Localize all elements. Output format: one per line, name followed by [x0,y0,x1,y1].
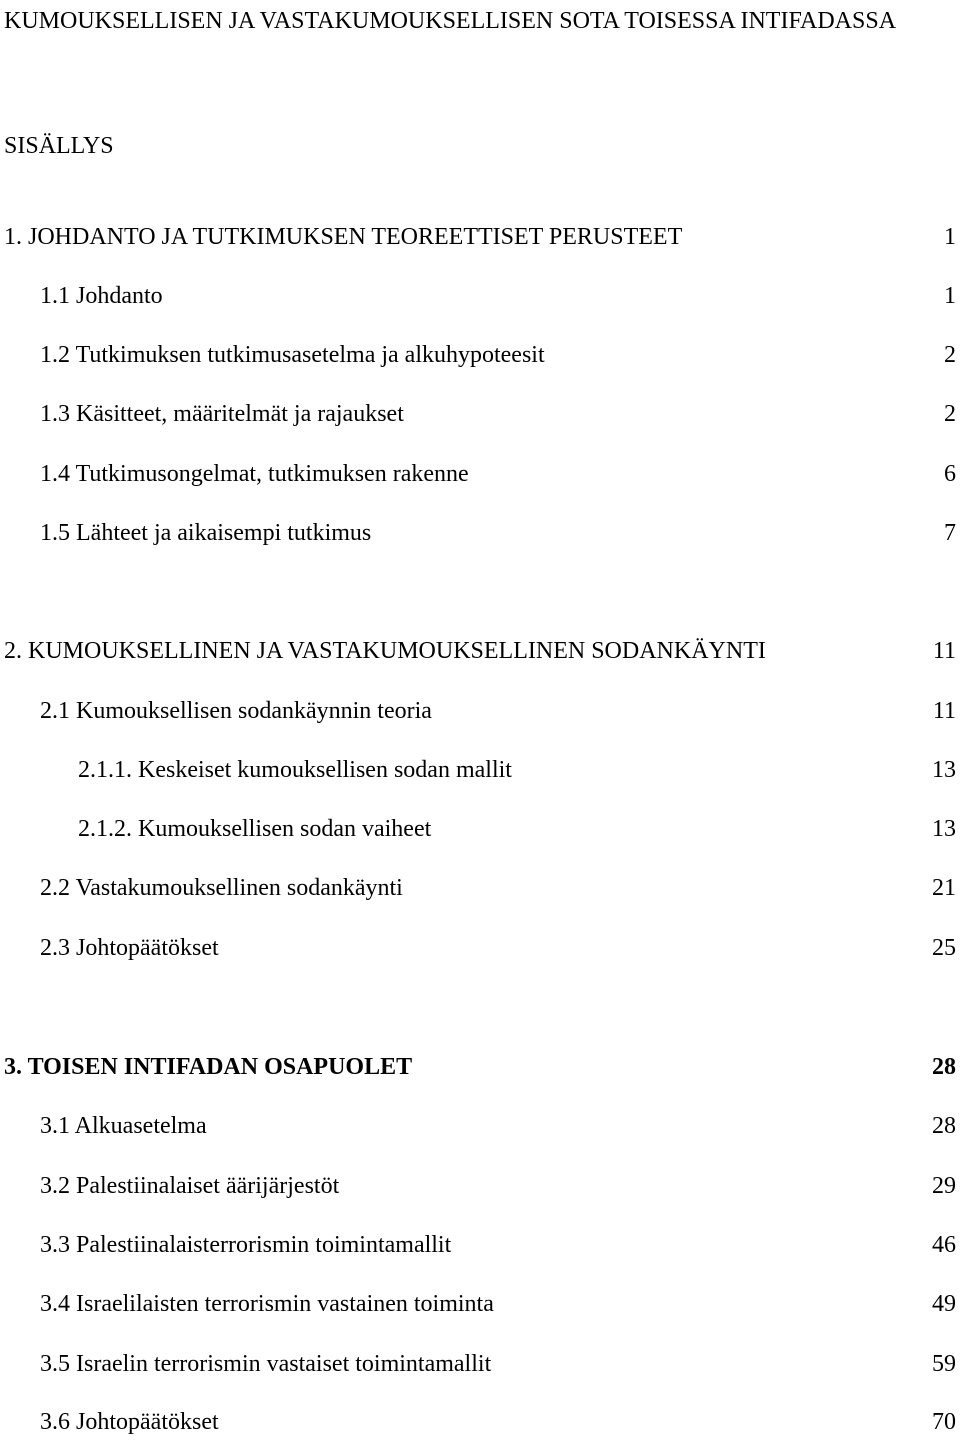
toc-entry[interactable] [0,337,960,373]
toc-entry-label: 1.2 Tutkimuksen tutkimusasetelma ja alkuhypoteesit [40,342,545,368]
toc-entry-page: 7 [944,520,956,546]
toc-entry-label: 2.3 Johtopäätökset [40,935,219,961]
toc-entry-label: 3.2 Palestiinalaiset äärijärjestöt [40,1173,340,1199]
toc-entry-page: 6 [944,461,956,487]
toc-entry-label: 3. TOISEN INTIFADAN OSAPUOLET [4,1054,413,1080]
toc-entry-page: 29 [932,1173,956,1199]
toc-entry-label: 1. JOHDANTO JA TUTKIMUKSEN TEOREETTISET PERUSTEET [4,224,683,250]
toc-entry-label: 2.1 Kumouksellisen sodankäynnin teoria [40,698,432,724]
toc-entry[interactable] [0,693,960,729]
toc-entry-page: 46 [932,1232,956,1258]
toc-entry-chapter-3[interactable] [0,1049,960,1085]
toc-entry-page: 28 [932,1054,956,1080]
toc-entry-label: 2. KUMOUKSELLINEN JA VASTAKUMOUKSELLINEN SODANKÄYNTI [4,638,766,664]
toc-entry-page: 2 [944,342,956,368]
toc-entry[interactable] [0,515,960,551]
toc-entry-page: 21 [932,875,956,901]
toc-entry-page: 59 [932,1351,956,1377]
toc-entry[interactable] [0,1108,960,1144]
toc-entry[interactable] [0,1346,960,1382]
toc-entry[interactable] [0,1404,960,1440]
toc-entry-chapter-1[interactable] [0,219,960,255]
toc-entry[interactable] [0,456,960,492]
toc-entry-label: 1.1 Johdanto [40,283,163,309]
toc-entry-page: 13 [932,816,956,842]
toc-entry[interactable] [0,1227,960,1263]
toc-entry-chapter-2[interactable] [0,633,960,669]
toc-entry-label: 1.3 Käsitteet, määritelmät ja rajaukset [40,401,404,427]
toc-entry-page: 13 [932,757,956,783]
toc-entry-page: 49 [932,1291,956,1317]
toc-entry-label: 1.5 Lähteet ja aikaisempi tutkimus [40,520,372,546]
toc-entry-label: 2.1.2. Kumouksellisen sodan vaiheet [78,816,432,842]
toc-entry[interactable] [0,870,960,906]
toc-entry[interactable] [0,1168,960,1204]
toc-entry-label: 1.4 Tutkimusongelmat, tutkimuksen rakenne [40,461,469,487]
toc-entry-label: 2.1.1. Keskeiset kumouksellisen sodan mallit [78,757,512,783]
toc-entry-label: 3.1 Alkuasetelma [40,1113,207,1139]
contents-heading: SISÄLLYS [4,133,114,159]
toc-entry-page: 1 [944,283,956,309]
document-title: KUMOUKSELLISEN JA VASTAKUMOUKSELLISEN SOTA TOISESSA INTIFADASSA [4,8,897,34]
toc-entry-label: 3.6 Johtopäätökset [40,1409,219,1435]
toc-entry-label: 2.2 Vastakumouksellinen sodankäynti [40,875,403,901]
toc-entry-label: 3.3 Palestiinalaisterrorismin toimintamallit [40,1232,452,1258]
toc-entry-page: 28 [932,1113,956,1139]
toc-entry-page: 1 [944,224,956,250]
toc-entry-label: 3.5 Israelin terrorismin vastaiset toimintamallit [40,1351,492,1377]
toc-entry[interactable] [0,811,960,847]
toc-entry-page: 11 [932,698,956,724]
toc-entry-page: 11 [932,638,956,664]
toc-entry[interactable] [0,752,960,788]
toc-entry[interactable] [0,1286,960,1322]
toc-entry-label: 3.4 Israelilaisten terrorismin vastainen toiminta [40,1291,494,1317]
toc-entry-page: 25 [932,935,956,961]
toc-entry[interactable] [0,930,960,966]
toc-entry-page: 2 [944,401,956,427]
toc-entry[interactable] [0,278,960,314]
toc-entry-page: 70 [932,1409,956,1435]
toc-entry[interactable] [0,396,960,432]
